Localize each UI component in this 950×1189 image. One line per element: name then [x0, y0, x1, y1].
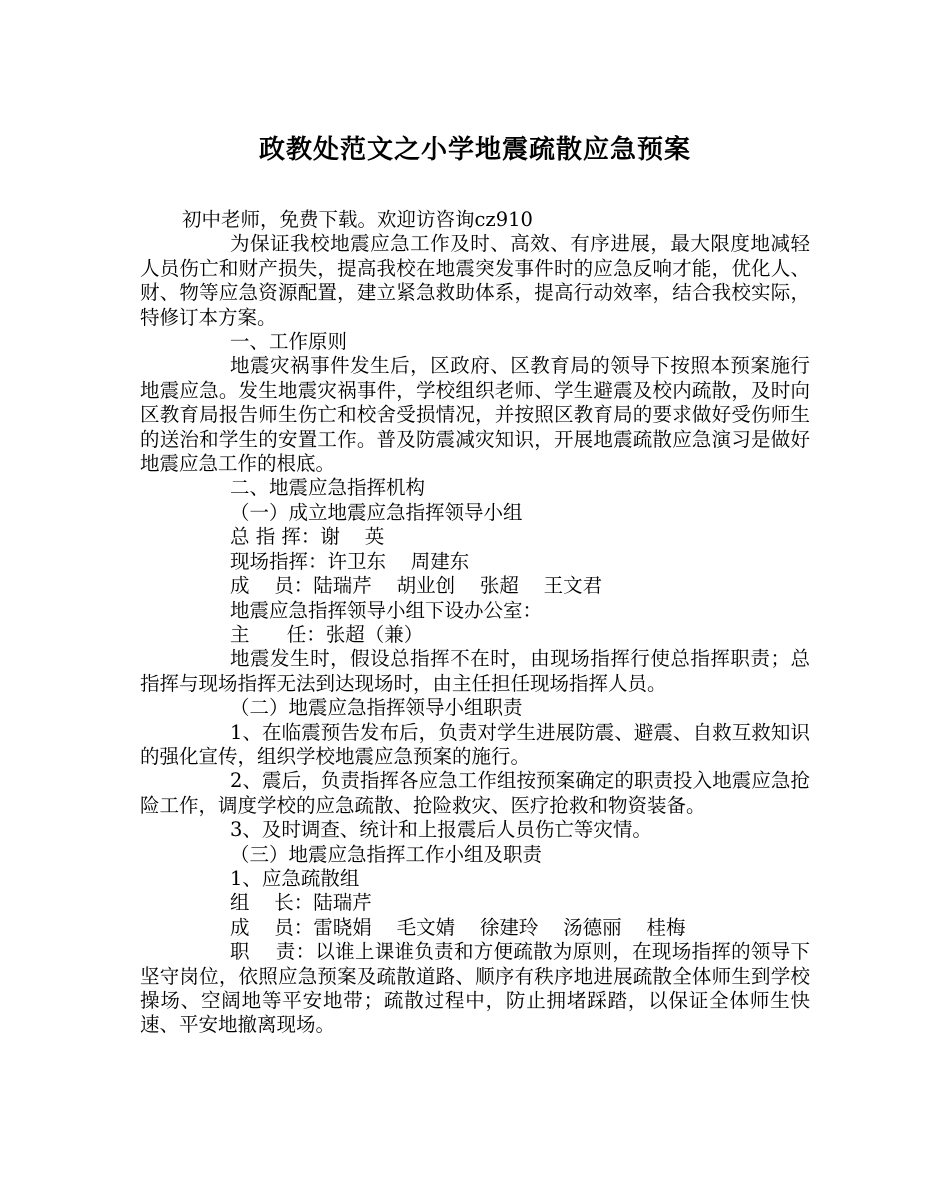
workgroup-evacuation-heading: 1、应急疏散组: [230, 866, 360, 890]
duty-item-2: 2、震后，负责指挥各应急工作组按预案确定的职责投入地震应急抢险工作，调度学校的应急疏散、抢险救灾、医疗抢救和物资装备。: [140, 769, 810, 817]
field-commander-line: 现场指挥：许卫东 周建东: [230, 549, 470, 573]
evacuation-duties-paragraph: 职 责：以谁上课谁负责和方便疏散为原则，在现场指挥的领导下坚守岗位，依照应急预案及疏散道路、顺序有秩序地进展疏散全体师生到学校操场、空阔地等平安地带；疏散过程中，防止拥堵踩踏，以保证全体师生快速、平安地撤离现场。: [140, 940, 810, 1037]
subsection-heading-duties: （二）地震应急指挥领导小组职责: [230, 696, 523, 720]
commander-line: 总 指 挥：谢 英: [230, 525, 385, 549]
duty-item-3: 3、及时调查、统计和上报震后人员伤亡等灾情。: [230, 818, 652, 842]
duty-item-1: 1、在临震预告发布后，负责对学生进展防震、避震、自救互救知识的强化宣传，组织学校地震应急预案的施行。: [140, 720, 810, 768]
office-line: 地震应急指挥领导小组下设办公室：: [230, 598, 543, 622]
paragraph-succession: 地震发生时，假设总指挥不在时，由现场指挥行使总指挥职责；总指挥与现场指挥无法到达现场时，由主任担任现场指挥人员。: [140, 647, 810, 695]
document-title: 政教处范文之小学地震疏散应急预案: [258, 135, 691, 165]
paragraph-purpose: 为保证我校地震应急工作及时、高效、有序进展，最大限度地减轻人员伤亡和财产损失，提高我校在地震突发事件时的应急反响才能，优化人、财、物等应急资源配置，建立紧急救助体系，提高行动效率，结合我校实际，特修订本方案。: [140, 232, 810, 329]
director-line: 主 任：张超（兼）: [230, 622, 424, 646]
section-heading-principles: 一、工作原则: [230, 330, 348, 354]
subsection-heading-leadership: （一）成立地震应急指挥领导小组: [230, 500, 523, 524]
document-body: [140, 208, 810, 1038]
section-heading-command: 二、地震应急指挥机构: [230, 476, 426, 500]
subsection-heading-workgroups: （三）地震应急指挥工作小组及职责: [230, 842, 543, 866]
paragraph-principles: 地震灾祸事件发生后，区政府、区教育局的领导下按照本预案施行地震应急。发生地震灾祸事件，学校组织老师、学生避震及校内疏散，及时向区教育局报告师生伤亡和校舍受损情况，并按照区教育局的要求做好受伤师生的送治和学生的安置工作。普及防震减灾知识，开展地震疏散应急演习是做好地震应急工作的根底。: [140, 354, 810, 476]
evacuation-members-line: 成 员：雷晓娟 毛文婧 徐建玲 汤德丽 桂梅: [230, 915, 686, 939]
intro-line: 初中老师，免费下载。欢迎访咨询cz910: [182, 208, 533, 231]
members-line: 成 员：陆瑞芹 胡业创 张超 王文君: [230, 574, 603, 598]
evacuation-leader-line: 组 长：陆瑞芹: [230, 891, 372, 915]
